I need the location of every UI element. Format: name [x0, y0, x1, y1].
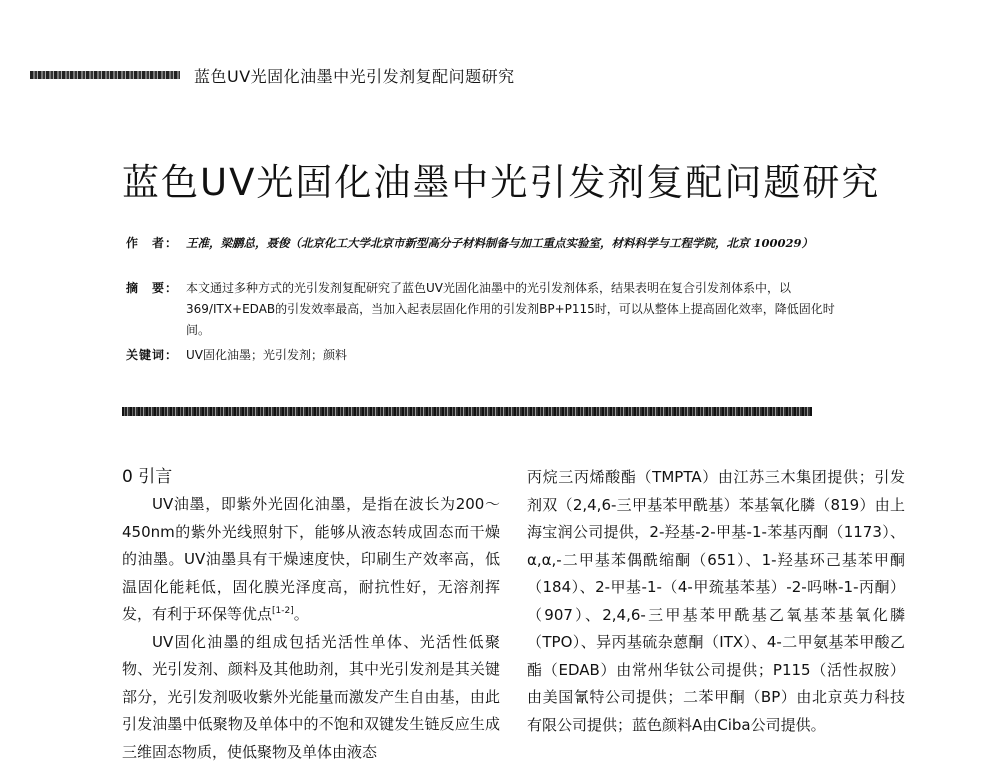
- paragraph-materials: 丙烷三丙烯酸酯（TMPTA）由江苏三木集团提供；引发剂双（2,4,6-三甲基苯甲酰基）苯基氧化膦（819）由上海宝润公司提供，2-羟基-2-甲基-1-苯基丙酮（1173）、α,α,-二甲基苯偶酰缩酮（651）、1-羟基环己基苯甲酮（184）、2-甲基-1-（4-甲巯基苯基）-2-吗啉-1-丙酮）（907）、2,4,6-三甲基苯甲酰基乙氧基苯基氧化膦（TPO）、异丙基硫杂蒽酮（ITX）、4-二甲氨基苯甲酸乙酯（EDAB）由常州华钛公司提供；P115（活性叔胺）由美国氰特公司提供；二苯甲酮（BP）由北京英力科技有限公司提供；蓝色颜料A由Ciba公司提供。: [527, 464, 905, 739]
- paragraph-uv-ink-definition: [122, 491, 500, 629]
- authors-label: 作 者：: [126, 233, 186, 254]
- citation-ref: [1-2]: [272, 606, 294, 616]
- section-separator: [122, 407, 812, 416]
- keywords-label: 关键词：: [126, 345, 186, 366]
- running-header-title: 蓝色UV光固化油墨中光引发剂复配问题研究: [194, 64, 515, 87]
- paper-title: 蓝色UV光固化油墨中光引发剂复配问题研究: [122, 152, 880, 206]
- running-header: [30, 62, 515, 88]
- header-decorative-bar: [30, 71, 180, 79]
- abstract-label: 摘 要：: [126, 278, 186, 341]
- authors-block: [126, 233, 856, 254]
- paragraph-uv-ink-end: 。: [294, 605, 309, 623]
- paragraph-uv-ink-composition: UV固化油墨的组成包括光活性单体、光活性低聚物、光引发剂、颜料及其他助剂，其中光引发剂是其关键部分，光引发剂吸收紫外光能量而激发产生自由基，由此引发油墨中低聚物及单体中的不饱和双键发生链反应生成三维固态物质，使低聚物及单体由液态: [122, 629, 500, 766]
- body-column-right: [527, 464, 905, 739]
- keywords-block: [126, 345, 856, 366]
- body-column-left: [122, 464, 500, 766]
- keywords-value: UV固化油墨；光引发剂；颜料: [186, 345, 856, 366]
- paragraph-uv-ink-text: UV油墨，即紫外光固化油墨，是指在波长为200～450nm的紫外光线照射下，能够从液态转成固态而干燥的油墨。UV油墨具有干燥速度快，印刷生产效率高，低温固化能耗低，固化膜光泽度高，耐抗性好，无溶剂挥发，有利于环保等优点: [122, 495, 500, 623]
- abstract-block: [126, 278, 856, 341]
- section-heading-introduction: 0 引言: [122, 464, 500, 491]
- authors-value: 王准，梁鹏总，聂俊（北京化工大学北京市新型高分子材料制备与加工重点实验室，材料科学与工程学院，北京 100029）: [186, 233, 856, 254]
- abstract-value: 本文通过多种方式的光引发剂复配研究了蓝色UV光固化油墨中的光引发剂体系，结果表明在复合引发剂体系中，以369/ITX+EDAB的引发效率最高，当加入起表层固化作用的引发剂BP+P115时，可以从整体上提高固化效率，降低固化时间。: [186, 278, 856, 341]
